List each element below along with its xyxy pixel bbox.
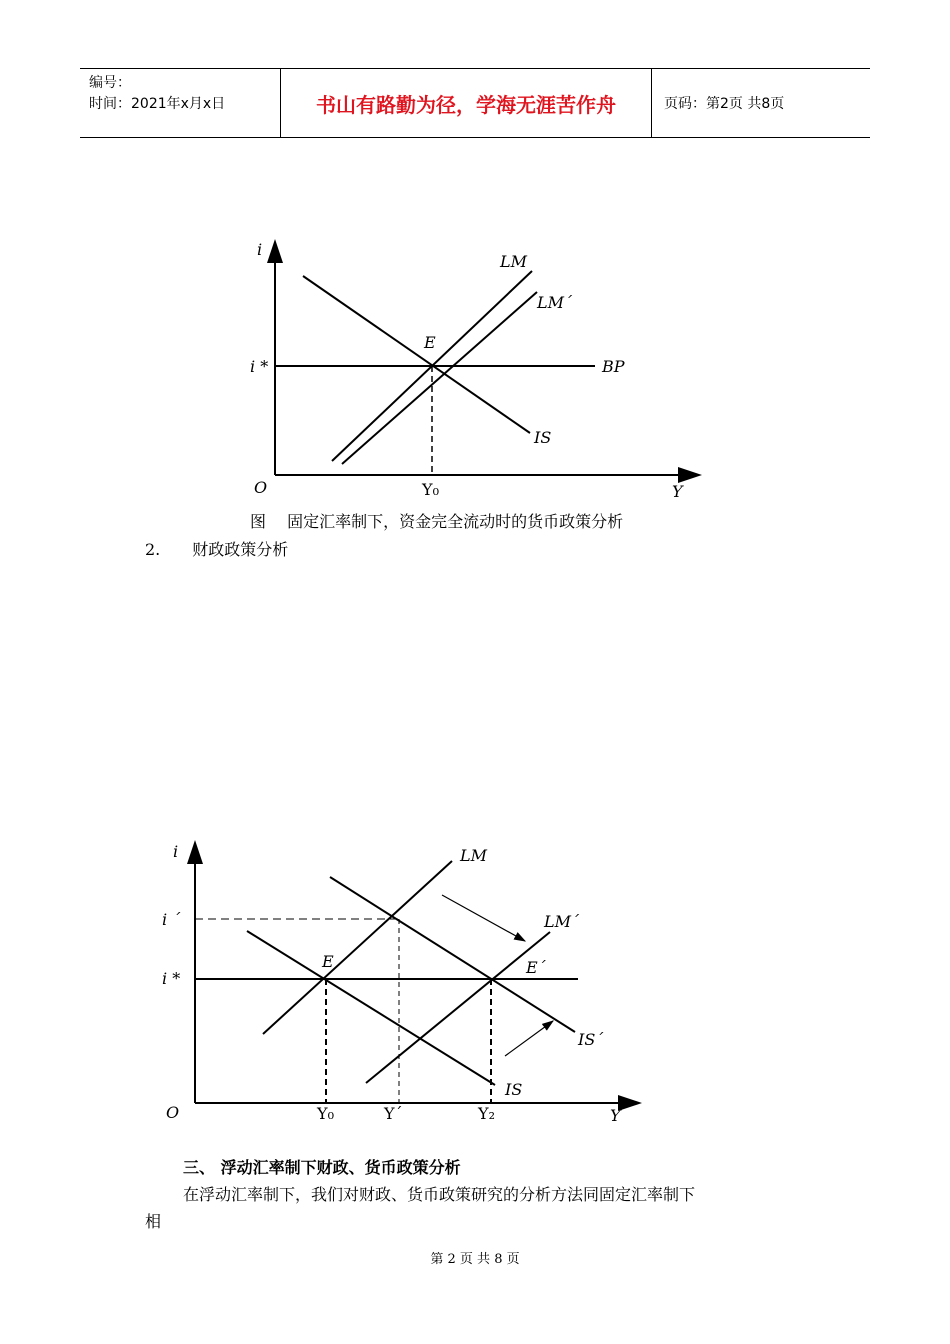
page-header <box>80 68 870 138</box>
lm-prime-label: LM´ <box>544 912 580 931</box>
origin-label: O <box>254 478 268 497</box>
i-star-label: i * <box>250 357 269 376</box>
lm-shift-arrow <box>442 895 525 941</box>
lm-prime-curve <box>366 932 550 1083</box>
lm-label: LM <box>460 846 488 865</box>
header-motto: 书山有路勤为径，学海无涯苦作舟 <box>280 69 652 137</box>
paragraph-line-2: 相 <box>145 1212 162 1231</box>
is-prime-label: IS´ <box>578 1030 604 1049</box>
point-e-label: E <box>322 952 334 971</box>
page-footer: 第 2 页 共 8 页 <box>430 1252 520 1267</box>
y2-label: Y₂ <box>478 1104 495 1123</box>
point-e-label: E <box>424 333 436 352</box>
is-label: IS <box>505 1080 523 1099</box>
header-meta <box>80 69 280 137</box>
section3-heading: 三、 浮动汇率制下财政、货币政策分析 <box>183 1158 461 1177</box>
y-axis-label: i <box>257 240 263 259</box>
lm-prime-curve <box>342 292 537 464</box>
is-curve <box>303 276 530 433</box>
serial-label: 编号： <box>89 75 131 91</box>
figure-fixed-rate-monetary <box>240 235 720 510</box>
bp-label: BP <box>602 357 625 376</box>
point-e-prime-label: E´ <box>526 958 546 977</box>
x-axis-label: Y <box>610 1106 621 1125</box>
y0-label: Y₀ <box>317 1104 334 1123</box>
i-star-label: i * <box>162 969 181 988</box>
time-label: 时间：2021年x月x日 <box>89 96 226 112</box>
lm-label: LM <box>500 252 528 271</box>
origin-label: O <box>166 1103 180 1122</box>
i-prime-label: i ´ <box>162 910 181 929</box>
y-axis-label: i <box>173 842 179 861</box>
section2-heading: 2. 财政政策分析 <box>145 540 289 559</box>
header-page-info: 页码：第2页 共8页 <box>664 96 785 112</box>
is-label: IS <box>534 428 552 447</box>
figure1-caption: 图 固定汇率制下，资金完全流动时的货币政策分析 <box>250 512 624 531</box>
lm-curve <box>263 861 452 1034</box>
y0-label: Y₀ <box>422 480 439 499</box>
y-prime-label: Y´ <box>384 1104 403 1123</box>
lm-prime-label: LM´ <box>537 293 573 312</box>
figure-fiscal-policy <box>160 838 650 1128</box>
x-axis-label: Y <box>672 482 683 501</box>
paragraph-line-1: 在浮动汇率制下，我们对财政、货币政策研究的分析方法同固定汇率制下 <box>183 1185 696 1204</box>
is-shift-arrow <box>505 1021 553 1056</box>
